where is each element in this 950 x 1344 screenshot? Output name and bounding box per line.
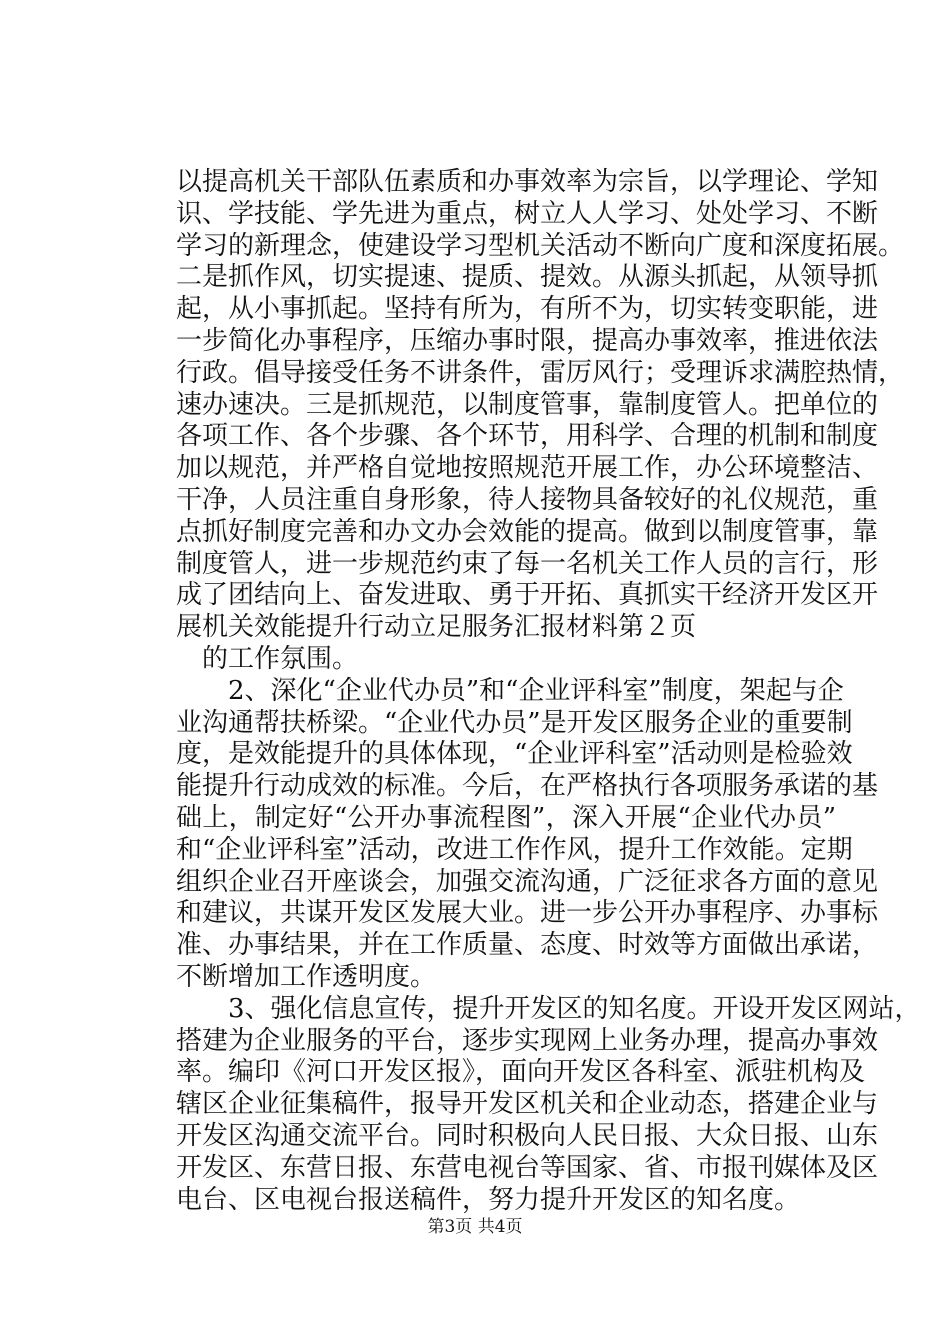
- text-line: 和建议，共谋开发区发展大业。进一步公开办事程序、办事标: [176, 898, 879, 929]
- paragraph-1: [176, 167, 905, 676]
- text-line: 点抓好制度完善和办文办会效能的提高。做到以制度管事，靠: [176, 516, 879, 547]
- text-line: 不断增加工作透明度。: [176, 961, 437, 992]
- text-line: 二是抓作风，切实提速、提质、提效。从源头抓起，从领导抓: [176, 262, 879, 293]
- text-line: 各项工作、各个步骤、各个环节，用科学、合理的机制和制度: [176, 421, 879, 452]
- text-line: 业沟通帮扶桥梁。“企业代办员”是开发区服务企业的重要制: [176, 707, 853, 738]
- page-footer: 第3页 共4页: [427, 1217, 523, 1237]
- text-line: 辖区企业征集稿件，报导开发区机关和企业动态，搭建企业与: [176, 1089, 879, 1120]
- text-line: 成了团结向上、奋发进取、勇于开拓、真抓实干经济开发区开: [176, 580, 879, 611]
- paragraph-3: [176, 993, 921, 1217]
- text-line: 准、办事结果，并在工作质量、态度、时效等方面做出承诺，: [176, 930, 879, 961]
- text-line: 开发区、东营日报、东营电视台等国家、省、市报刊媒体及区: [176, 1152, 879, 1183]
- text-line: 展机关效能提升行动立足服务汇报材料第２页: [176, 612, 697, 643]
- text-line: 加以规范，并严格自觉地按照规范开展工作，办公环境整洁、: [176, 453, 879, 484]
- text-line: 度，是效能提升的具体体现，“企业评科室”活动则是检验效: [176, 739, 853, 770]
- text-line: 率。编印《河口开发区报》，面向开发区各科室、派驻机构及: [176, 1057, 866, 1088]
- text-line: 制度管人，进一步规范约束了每一名机关工作人员的言行，形: [176, 548, 879, 579]
- paragraph-2: [176, 675, 879, 994]
- text-line: 电台、区电视台报送稿件，努力提升开发区的知名度。: [176, 1184, 801, 1215]
- text-line: 础上，制定好“公开办事流程图”，深入开展“企业代办员”: [176, 802, 836, 833]
- text-line: 3、强化信息宣传，提升开发区的知名度。开设开发区网站，: [176, 993, 921, 1024]
- text-line: 以提高机关干部队伍素质和办事效率为宗旨，以学理论、学知: [176, 167, 879, 197]
- text-line: 的工作氛围。: [176, 643, 359, 674]
- text-line: 搭建为企业服务的平台，逐步实现网上业务办理，提高办事效: [176, 1025, 879, 1056]
- text-line: 识、学技能、学先进为重点，树立人人学习、处处学习、不断: [176, 198, 879, 229]
- document-body: [176, 167, 921, 1216]
- text-line: 能提升行动成效的标准。今后，在严格执行各项服务承诺的基: [176, 771, 879, 802]
- text-line: 和“企业评科室”活动，改进工作作风，提升工作效能。定期: [176, 834, 853, 865]
- text-line: 开发区沟通交流平台。同时积极向人民日报、大众日报、山东: [176, 1120, 879, 1151]
- text-line: 学习的新理念，使建设学习型机关活动不断向广度和深度拓展。: [176, 230, 905, 261]
- text-line: 起，从小事抓起。坚持有所为，有所不为，切实转变职能，进: [176, 294, 879, 325]
- text-line: 2、深化“企业代办员”和“企业评科室”制度，架起与企: [176, 675, 844, 706]
- text-line: 组织企业召开座谈会，加强交流沟通，广泛征求各方面的意见: [176, 866, 879, 897]
- text-line: 速办速决。三是抓规范，以制度管事，靠制度管人。把单位的: [176, 389, 879, 420]
- text-line: 一步简化办事程序，压缩办事时限，提高办事效率，推进依法: [176, 325, 879, 356]
- text-line: 行政。倡导接受任务不讲条件，雷厉风行；受理诉求满腔热情，: [176, 357, 905, 388]
- text-line: 干净，人员注重自身形象，待人接物具备较好的礼仪规范，重: [176, 484, 879, 515]
